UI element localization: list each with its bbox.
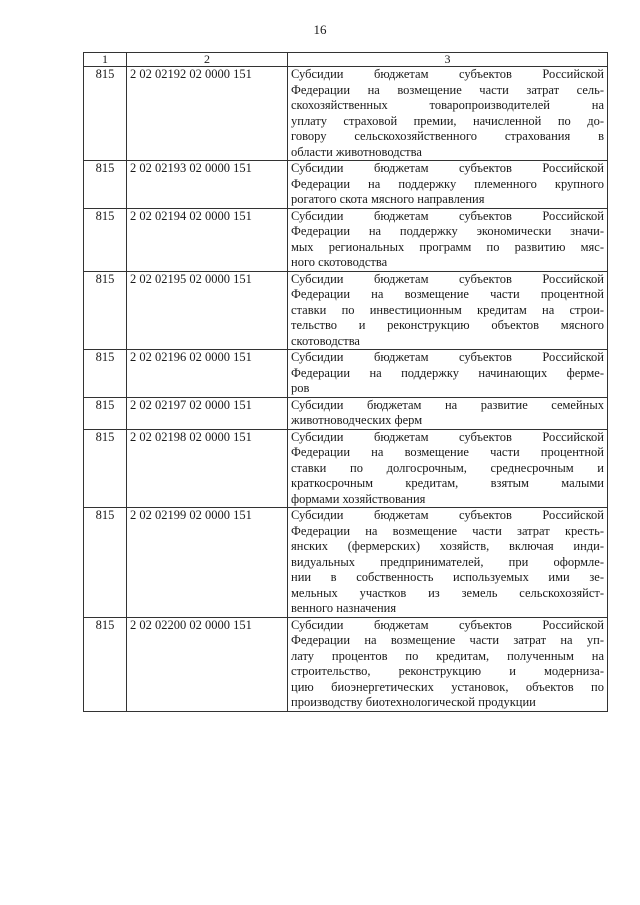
table-row (84, 161, 608, 209)
description-line: Субсидии бюджетам на развитие семейных (291, 397, 604, 412)
description-line: ставки по долгосрочным, среднесрочным и (291, 460, 604, 475)
budget-classification-code-cell: 2 02 02196 02 0000 151 (127, 350, 288, 398)
income-description-cell (288, 67, 608, 161)
description-line: краткосрочным кредитам, взятым малыми (291, 476, 604, 490)
description-line: нии в собственность используемых ими зе- (291, 570, 604, 584)
description-line: венного назначения (291, 601, 397, 615)
admin-code-cell: 815 (84, 271, 127, 350)
description-line: цию биоэнергетических установок, объектов по (291, 679, 604, 694)
table-row (84, 397, 608, 429)
description-line: строительство, реконструкцию и модерниза- (291, 664, 604, 678)
income-description-cell (288, 208, 608, 271)
table-row (84, 429, 608, 508)
budget-classification-code-cell: 2 02 02194 02 0000 151 (127, 208, 288, 271)
description-line: производству биотехнологической продукции (291, 695, 536, 709)
income-description-cell (288, 508, 608, 618)
income-description-cell (288, 429, 608, 508)
description-line: ров (291, 381, 310, 395)
budget-codes-table (83, 52, 608, 712)
description-line: тельство и реконструкцию объектов мясного (291, 318, 604, 332)
income-description-cell (288, 617, 608, 711)
description-line: Федерации на возмещение части затрат кресть- (291, 523, 604, 538)
header-col-2: 2 (127, 53, 288, 67)
description-line: Федерации на возмещение части процентной (291, 287, 604, 301)
income-description-cell (288, 271, 608, 350)
description-line: ставки по инвестиционным кредитам на строи- (291, 302, 604, 317)
description-line: Федерации на поддержку экономически значи- (291, 224, 604, 238)
table-row (84, 350, 608, 398)
admin-code-cell: 815 (84, 508, 127, 618)
description-line: Федерации на возмещение части затрат на уп- (291, 633, 604, 647)
admin-code-cell: 815 (84, 617, 127, 711)
description-line: Субсидии бюджетам субъектов Российской (291, 208, 604, 223)
table-row (84, 617, 608, 711)
description-line: говору сельскохозяйственного страхования в (291, 129, 604, 143)
description-line: животноводческих ферм (291, 413, 423, 427)
description-line: Субсидии бюджетам субъектов Российской (291, 617, 604, 632)
admin-code-cell: 815 (84, 208, 127, 271)
description-line: Федерации на возмещение части процентной (291, 445, 604, 459)
description-line: Субсидии бюджетам субъектов Российской (291, 161, 604, 175)
budget-classification-code-cell: 2 02 02197 02 0000 151 (127, 397, 288, 429)
description-line: рогатого скота мясного направления (291, 192, 485, 206)
description-line: уплату страховой премии, начисленной по до- (291, 113, 604, 128)
budget-classification-code-cell: 2 02 02200 02 0000 151 (127, 617, 288, 711)
income-description-cell (288, 161, 608, 209)
description-line: скохозяйственных товаропроизводителей на (291, 98, 604, 112)
description-line: Субсидии бюджетам субъектов Российской (291, 508, 604, 522)
description-line: видуальных предпринимателей, при оформле- (291, 554, 604, 569)
description-line: лату процентов по кредитам, полученным на (291, 648, 604, 663)
table-header-row (84, 53, 608, 67)
table-row (84, 208, 608, 271)
header-col-1: 1 (84, 53, 127, 67)
table-row (84, 67, 608, 161)
admin-code-cell: 815 (84, 67, 127, 161)
description-line: Федерации на поддержку начинающих ферме- (291, 365, 604, 380)
description-line: Субсидии бюджетам субъектов Российской (291, 350, 604, 364)
description-line: формами хозяйствования (291, 491, 426, 506)
description-line: Федерации на возмещение части затрат сель- (291, 82, 604, 97)
page-number: 16 (313, 22, 327, 37)
description-line: мельных участков из земель сельскохозяйст- (291, 585, 604, 600)
budget-classification-code-cell: 2 02 02192 02 0000 151 (127, 67, 288, 161)
header-col-3: 3 (288, 53, 608, 67)
budget-classification-code-cell: 2 02 02198 02 0000 151 (127, 429, 288, 508)
description-line: скотоводства (291, 333, 360, 348)
description-line: мых региональных программ по развитию мяс- (291, 239, 604, 254)
description-line: янских (фермерских) хозяйств, включая инди- (291, 539, 604, 553)
description-line: Субсидии бюджетам субъектов Российской (291, 67, 604, 81)
admin-code-cell: 815 (84, 350, 127, 398)
budget-classification-code-cell: 2 02 02195 02 0000 151 (127, 271, 288, 350)
table-row (84, 508, 608, 618)
admin-code-cell: 815 (84, 161, 127, 209)
description-line: области животноводства (291, 144, 422, 159)
budget-classification-code-cell: 2 02 02199 02 0000 151 (127, 508, 288, 618)
budget-classification-code-cell: 2 02 02193 02 0000 151 (127, 161, 288, 209)
income-description-cell (288, 397, 608, 429)
description-line: Федерации на поддержку племенного крупного (291, 176, 604, 191)
description-line: Субсидии бюджетам субъектов Российской (291, 271, 604, 286)
table-row (84, 271, 608, 350)
description-line: ного скотоводства (291, 255, 388, 269)
income-description-cell (288, 350, 608, 398)
admin-code-cell: 815 (84, 429, 127, 508)
description-line: Субсидии бюджетам субъектов Российской (291, 429, 604, 444)
admin-code-cell: 815 (84, 397, 127, 429)
